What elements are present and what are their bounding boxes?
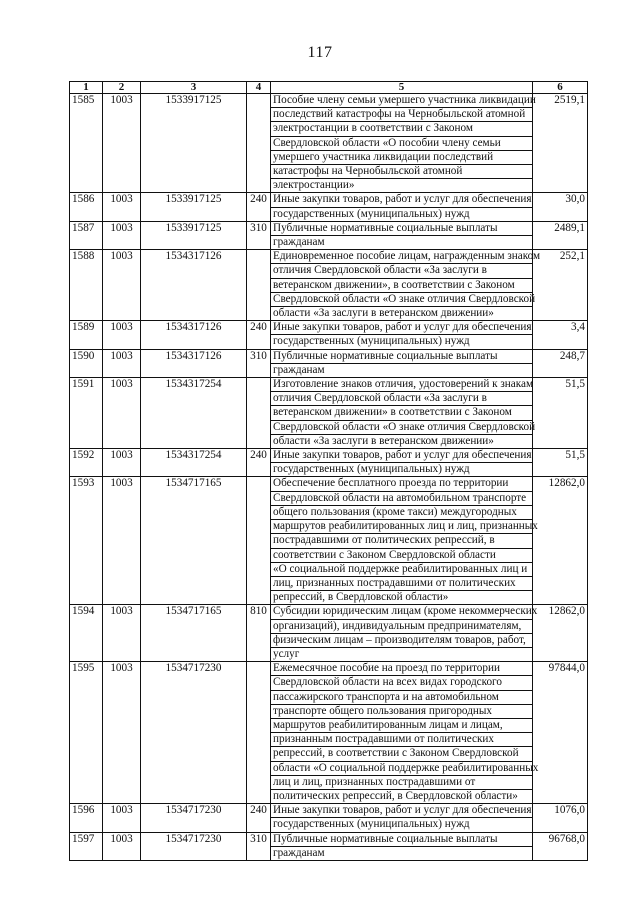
- target-article-cell: 1534717230: [141, 662, 247, 804]
- expense-type-cell: 240: [247, 804, 271, 832]
- description-line: маршрутов реабилитированных лиц и лиц, признанных: [271, 520, 532, 534]
- table-row: [70, 349, 588, 377]
- expense-type-cell: 310: [247, 221, 271, 249]
- row-number-cell: 1590: [70, 349, 103, 377]
- description-line: Иные закупки товаров, работ и услуг для обеспечения: [271, 321, 532, 335]
- amount-cell: 12862,0: [533, 477, 588, 605]
- description-cell: [271, 349, 533, 377]
- table-row: [70, 250, 588, 321]
- description-line: гражданам: [273, 363, 325, 376]
- description-line: Обеспечение бесплатного проезда по территории: [271, 477, 532, 491]
- section-code-cell: 1003: [103, 94, 141, 193]
- description-line: ветеранском движении» в соответствии с Законом: [271, 406, 532, 420]
- target-article-cell: 1533917125: [141, 221, 247, 249]
- description-cell: [271, 94, 536, 193]
- description-line: электростанции в соответствии с Законом: [271, 122, 532, 136]
- description-line: политических репрессий, в Свердловской области»: [273, 789, 518, 802]
- description-line: ветеранском движении», в соответствии с Законом: [271, 279, 532, 293]
- expense-type-cell: 310: [247, 349, 271, 377]
- amount-cell: 248,7: [533, 349, 588, 377]
- description-line: умершего участника ликвидации последствий: [271, 151, 532, 165]
- description-cell: [271, 804, 533, 832]
- row-number-cell: 1585: [70, 94, 103, 193]
- description-line: государственных (муниципальных) нужд: [273, 335, 470, 348]
- description-line: Публичные нормативные социальные выплаты: [271, 222, 532, 236]
- expense-type-cell: [247, 378, 271, 449]
- page-number: 117: [307, 44, 333, 61]
- description-cell: [271, 662, 539, 804]
- description-line: Субсидии юридическим лицам (кроме некоммерческих: [271, 605, 532, 619]
- amount-cell: 2519,1: [533, 94, 588, 193]
- table-body: [70, 94, 588, 861]
- description-line: отличия Свердловской области «За заслуги в: [271, 392, 532, 406]
- expense-type-cell: [247, 250, 271, 321]
- description-line: услуг: [273, 647, 300, 660]
- expense-type-cell: 240: [247, 321, 271, 349]
- description-line: маршрутов реабилитированным лицам и лицам,: [271, 719, 532, 733]
- description-line: последствий катастрофы на Чернобыльской атомной: [271, 108, 532, 122]
- description-line: транспорте общего пользования пригородных: [271, 705, 532, 719]
- header-col-4: 4: [247, 82, 271, 94]
- row-number-cell: 1588: [70, 250, 103, 321]
- row-number-cell: 1592: [70, 449, 103, 477]
- amount-cell: 12862,0: [533, 605, 588, 662]
- description-cell: [271, 605, 538, 662]
- target-article-cell: 1534317254: [141, 449, 247, 477]
- target-article-cell: 1534317254: [141, 378, 247, 449]
- amount-cell: 96768,0: [533, 832, 588, 860]
- description-line: пострадавшими от политических репрессий, в: [271, 534, 532, 548]
- target-article-cell: 1534317126: [141, 349, 247, 377]
- row-number-cell: 1587: [70, 221, 103, 249]
- amount-cell: 1076,0: [533, 804, 588, 832]
- table-row: [70, 605, 588, 662]
- expense-type-cell: [247, 662, 271, 804]
- expense-type-cell: 240: [247, 193, 271, 221]
- section-code-cell: 1003: [103, 221, 141, 249]
- header-col-5: 5: [271, 82, 533, 94]
- expense-type-cell: 810: [247, 605, 271, 662]
- header-col-3: 3: [141, 82, 247, 94]
- section-code-cell: 1003: [103, 477, 141, 605]
- description-line: области «За заслуги в ветеранском движении»: [273, 307, 494, 320]
- target-article-cell: 1534717165: [141, 477, 247, 605]
- amount-cell: 30,0: [533, 193, 588, 221]
- description-cell: [271, 250, 541, 321]
- target-article-cell: 1534717230: [141, 832, 247, 860]
- description-line: Единовременное пособие лицам, награжденным знаком: [271, 250, 532, 264]
- table-row: [70, 449, 588, 477]
- table-row: [70, 477, 588, 605]
- section-code-cell: 1003: [103, 349, 141, 377]
- expense-type-cell: [247, 477, 271, 605]
- description-cell: [271, 832, 533, 860]
- description-line: Изготовление знаков отличия, удостоверений к знакам: [271, 378, 532, 392]
- row-number-cell: 1597: [70, 832, 103, 860]
- description-line: Свердловской области «О знаке отличия Свердловской: [271, 293, 532, 307]
- section-code-cell: 1003: [103, 250, 141, 321]
- expense-type-cell: [247, 94, 271, 193]
- section-code-cell: 1003: [103, 193, 141, 221]
- description-line: Свердловской области на всех видах городского: [271, 676, 532, 690]
- description-line: государственных (муниципальных) нужд: [273, 207, 470, 220]
- description-line: Свердловской области «О пособии члену семьи: [271, 137, 532, 151]
- target-article-cell: 1534717230: [141, 804, 247, 832]
- description-line: Публичные нормативные социальные выплаты: [271, 833, 532, 847]
- amount-cell: 252,1: [533, 250, 588, 321]
- description-line: Пособие члену семьи умершего участника ликвидации: [271, 94, 532, 108]
- description-line: лиц, признанных пострадавшими от политических: [271, 577, 532, 591]
- table-row: [70, 321, 588, 349]
- description-line: пассажирского транспорта и на автомобильном: [271, 691, 532, 705]
- description-line: электростанции»: [273, 179, 355, 192]
- description-line: Публичные нормативные социальные выплаты: [271, 350, 532, 364]
- description-line: гражданам: [273, 846, 325, 859]
- description-cell: [271, 193, 533, 221]
- header-row: [70, 82, 588, 94]
- table-row: [70, 804, 588, 832]
- target-article-cell: 1533917125: [141, 193, 247, 221]
- description-line: признанным пострадавшими от политических: [271, 733, 532, 747]
- description-line: государственных (муниципальных) нужд: [273, 463, 470, 476]
- header-col-1: 1: [70, 82, 103, 94]
- description-line: лиц и лиц, признанных пострадавшими от: [271, 776, 532, 790]
- description-line: физическим лицам – производителям товаров, работ,: [271, 634, 532, 648]
- row-number-cell: 1595: [70, 662, 103, 804]
- description-line: общего пользования (кроме такси) междугородных: [271, 506, 532, 520]
- section-code-cell: 1003: [103, 804, 141, 832]
- description-line: Иные закупки товаров, работ и услуг для обеспечения: [271, 804, 532, 818]
- amount-cell: 97844,0: [533, 662, 588, 804]
- amount-cell: 51,5: [533, 378, 588, 449]
- description-cell: [271, 449, 533, 477]
- target-article-cell: 1534317126: [141, 250, 247, 321]
- description-line: области «О социальной поддержке реабилитированных: [271, 762, 532, 776]
- budget-table: [69, 81, 588, 861]
- section-code-cell: 1003: [103, 449, 141, 477]
- row-number-cell: 1593: [70, 477, 103, 605]
- section-code-cell: 1003: [103, 378, 141, 449]
- table-row: [70, 662, 588, 804]
- description-line: репрессий, в соответствии с Законом Свердловской: [271, 747, 532, 761]
- header-col-2: 2: [103, 82, 141, 94]
- description-line: государственных (муниципальных) нужд: [273, 818, 470, 831]
- table-row: [70, 94, 588, 193]
- description-line: «О социальной поддержке реабилитированных лиц и: [271, 563, 532, 577]
- description-line: Свердловской области на автомобильном транспорте: [271, 492, 532, 506]
- description-line: Свердловской области «О знаке отличия Свердловской: [271, 421, 532, 435]
- amount-cell: 2489,1: [533, 221, 588, 249]
- row-number-cell: 1596: [70, 804, 103, 832]
- description-cell: [271, 477, 538, 605]
- description-line: организаций), индивидуальным предпринимателям,: [271, 620, 532, 634]
- description-line: гражданам: [273, 236, 325, 249]
- description-line: области «За заслуги в ветеранском движении»: [273, 434, 494, 447]
- amount-cell: 3,4: [533, 321, 588, 349]
- expense-type-cell: 310: [247, 832, 271, 860]
- amount-cell: 51,5: [533, 449, 588, 477]
- description-line: Иные закупки товаров, работ и услуг для обеспечения: [271, 193, 532, 207]
- description-cell: [271, 378, 536, 449]
- description-line: Ежемесячное пособие на проезд по территории: [271, 662, 532, 676]
- table-row: [70, 221, 588, 249]
- description-line: отличия Свердловской области «За заслуги в: [271, 264, 532, 278]
- section-code-cell: 1003: [103, 662, 141, 804]
- section-code-cell: 1003: [103, 605, 141, 662]
- target-article-cell: 1534317126: [141, 321, 247, 349]
- row-number-cell: 1586: [70, 193, 103, 221]
- row-number-cell: 1594: [70, 605, 103, 662]
- expense-type-cell: 240: [247, 449, 271, 477]
- target-article-cell: 1533917125: [141, 94, 247, 193]
- target-article-cell: 1534717165: [141, 605, 247, 662]
- description-line: соответствии с Законом Свердловской области: [271, 549, 532, 563]
- section-code-cell: 1003: [103, 321, 141, 349]
- table-row: [70, 193, 588, 221]
- description-line: репрессий, в Свердловской области»: [273, 591, 449, 604]
- description-line: катастрофы на Чернобыльской атомной: [271, 165, 532, 179]
- header-col-6: 6: [533, 82, 588, 94]
- row-number-cell: 1589: [70, 321, 103, 349]
- description-cell: [271, 221, 533, 249]
- description-line: Иные закупки товаров, работ и услуг для обеспечения: [271, 449, 532, 463]
- table-row: [70, 378, 588, 449]
- section-code-cell: 1003: [103, 832, 141, 860]
- table-row: [70, 832, 588, 860]
- row-number-cell: 1591: [70, 378, 103, 449]
- description-cell: [271, 321, 533, 349]
